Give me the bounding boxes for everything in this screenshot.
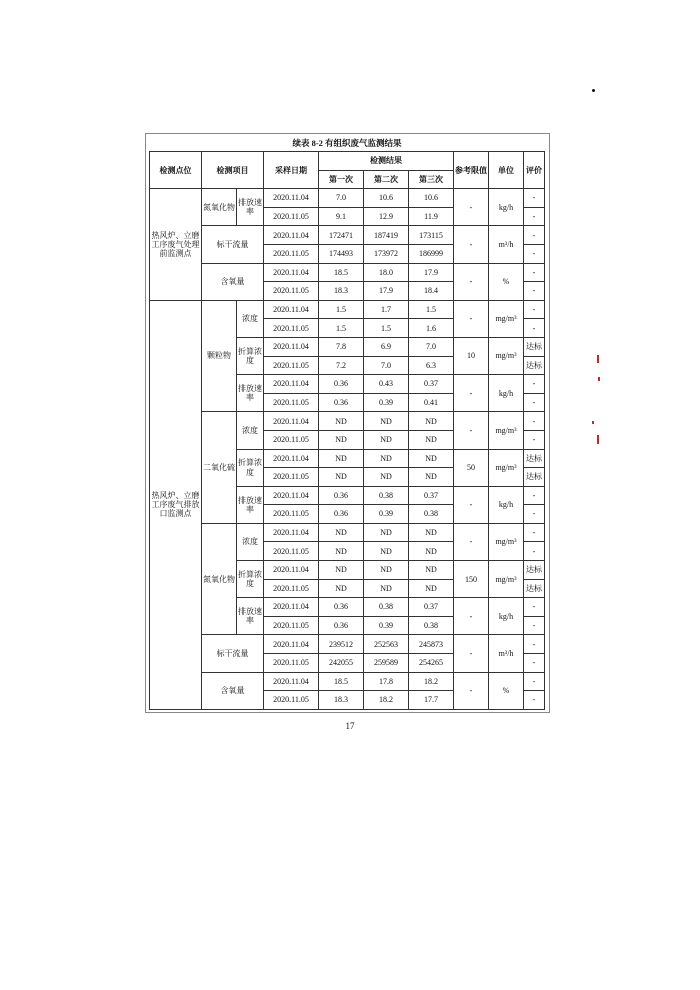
eval-cell: -	[524, 486, 545, 505]
table-row	[150, 189, 545, 208]
value-cell: 0.38	[364, 598, 409, 617]
value-cell: 0.36	[319, 486, 364, 505]
unit-cell: kg/h	[489, 189, 524, 226]
unit-cell: kg/h	[489, 598, 524, 635]
eval-cell: 达标	[524, 468, 545, 487]
eval-cell: -	[524, 319, 545, 338]
date-cell: 2020.11.05	[264, 505, 319, 524]
eval-cell: -	[524, 226, 545, 245]
value-cell: 0.36	[319, 616, 364, 635]
eval-cell: -	[524, 635, 545, 654]
value-cell: 245873	[409, 635, 454, 654]
value-cell: ND	[409, 542, 454, 561]
date-cell: 2020.11.04	[264, 598, 319, 617]
value-cell: 174493	[319, 244, 364, 263]
table-row	[150, 300, 545, 319]
value-cell: 18.3	[319, 282, 364, 301]
document-body	[149, 137, 544, 710]
eval-cell: 达标	[524, 337, 545, 356]
table-row	[150, 635, 545, 654]
header-results: 检测结果	[319, 152, 454, 171]
value-cell: ND	[409, 430, 454, 449]
value-cell: 1.6	[409, 319, 454, 338]
table-row	[150, 412, 545, 431]
header-limit: 参考限值	[454, 152, 489, 189]
header-date: 采样日期	[264, 152, 319, 189]
date-cell: 2020.11.04	[264, 635, 319, 654]
date-cell: 2020.11.05	[264, 654, 319, 673]
value-cell: 18.0	[364, 263, 409, 282]
date-cell: 2020.11.05	[264, 319, 319, 338]
value-cell: ND	[319, 542, 364, 561]
unit-cell: m³/h	[489, 635, 524, 672]
date-cell: 2020.11.05	[264, 207, 319, 226]
date-cell: 2020.11.04	[264, 337, 319, 356]
date-cell: 2020.11.04	[264, 226, 319, 245]
value-cell: 0.37	[409, 598, 454, 617]
value-cell: 18.5	[319, 672, 364, 691]
eval-cell: -	[524, 244, 545, 263]
limit-cell: -	[454, 635, 489, 672]
limit-cell: -	[454, 375, 489, 412]
eval-cell: -	[524, 207, 545, 226]
item-conv-conc: 折算浓度	[237, 449, 264, 486]
header-row	[150, 152, 545, 171]
value-cell: 0.37	[409, 486, 454, 505]
value-cell: 6.9	[364, 337, 409, 356]
eval-cell: -	[524, 542, 545, 561]
value-cell: 1.5	[319, 300, 364, 319]
value-cell: 0.36	[319, 598, 364, 617]
value-cell: 0.41	[409, 393, 454, 412]
eval-cell: -	[524, 300, 545, 319]
eval-cell: -	[524, 393, 545, 412]
eval-cell: -	[524, 616, 545, 635]
table-row	[150, 263, 545, 282]
unit-cell: mg/m³	[489, 337, 524, 374]
value-cell: 17.8	[364, 672, 409, 691]
table-row	[150, 523, 545, 542]
value-cell: ND	[319, 468, 364, 487]
location-outlet: 热风炉、立磨工序废气排放口监测点	[150, 300, 202, 709]
value-cell: 10.6	[364, 189, 409, 208]
value-cell: ND	[409, 449, 454, 468]
unit-cell: mg/m³	[489, 561, 524, 598]
date-cell: 2020.11.04	[264, 300, 319, 319]
item-rate: 排放速率	[237, 189, 264, 226]
date-cell: 2020.11.04	[264, 523, 319, 542]
value-cell: ND	[364, 579, 409, 598]
item-nox: 氮氧化物	[202, 189, 237, 226]
unit-cell: mg/m³	[489, 449, 524, 486]
value-cell: 7.0	[364, 356, 409, 375]
red-mark	[592, 421, 594, 424]
value-cell: 173972	[364, 244, 409, 263]
value-cell: 0.39	[364, 616, 409, 635]
date-cell: 2020.11.05	[264, 468, 319, 487]
date-cell: 2020.11.04	[264, 486, 319, 505]
date-cell: 2020.11.05	[264, 356, 319, 375]
value-cell: 10.6	[409, 189, 454, 208]
location-inlet: 热风炉、立磨工序废气处理前监测点	[150, 189, 202, 301]
eval-cell: -	[524, 505, 545, 524]
value-cell: ND	[319, 579, 364, 598]
page-number: 17	[345, 721, 355, 731]
value-cell: 0.39	[364, 393, 409, 412]
value-cell: 17.7	[409, 691, 454, 710]
date-cell: 2020.11.04	[264, 449, 319, 468]
eval-cell: -	[524, 598, 545, 617]
stray-dot	[592, 89, 595, 92]
item-conv-conc: 折算浓度	[237, 561, 264, 598]
value-cell: ND	[409, 468, 454, 487]
eval-cell: 达标	[524, 356, 545, 375]
eval-cell: -	[524, 430, 545, 449]
eval-cell: -	[524, 263, 545, 282]
value-cell: 242055	[319, 654, 364, 673]
item-conc: 浓度	[237, 523, 264, 560]
eval-cell: -	[524, 189, 545, 208]
eval-cell: 达标	[524, 561, 545, 580]
unit-cell: kg/h	[489, 375, 524, 412]
value-cell: 173115	[409, 226, 454, 245]
value-cell: 0.37	[409, 375, 454, 394]
eval-cell: -	[524, 654, 545, 673]
item-oxygen: 含氧量	[202, 672, 264, 709]
monitoring-results-table	[149, 137, 545, 710]
date-cell: 2020.11.05	[264, 691, 319, 710]
limit-cell: -	[454, 598, 489, 635]
value-cell: 6.3	[409, 356, 454, 375]
value-cell: 0.36	[319, 375, 364, 394]
table-caption-row	[150, 137, 545, 152]
header-first: 第一次	[319, 170, 364, 189]
limit-cell: -	[454, 263, 489, 300]
limit-cell: 150	[454, 561, 489, 598]
value-cell: 252563	[364, 635, 409, 654]
value-cell: 18.2	[409, 672, 454, 691]
value-cell: 11.9	[409, 207, 454, 226]
date-cell: 2020.11.04	[264, 263, 319, 282]
value-cell: ND	[319, 523, 364, 542]
value-cell: ND	[364, 468, 409, 487]
date-cell: 2020.11.04	[264, 189, 319, 208]
date-cell: 2020.11.05	[264, 393, 319, 412]
value-cell: ND	[319, 430, 364, 449]
value-cell: 172471	[319, 226, 364, 245]
limit-cell: 50	[454, 449, 489, 486]
value-cell: 186999	[409, 244, 454, 263]
limit-cell: -	[454, 672, 489, 709]
item-flow: 标干流量	[202, 635, 264, 672]
eval-cell: -	[524, 672, 545, 691]
limit-cell: -	[454, 226, 489, 263]
value-cell: 0.38	[409, 505, 454, 524]
unit-cell: mg/m³	[489, 300, 524, 337]
date-cell: 2020.11.05	[264, 616, 319, 635]
value-cell: ND	[364, 523, 409, 542]
value-cell: ND	[409, 561, 454, 580]
item-nox: 氮氧化物	[202, 523, 237, 635]
eval-cell: 达标	[524, 579, 545, 598]
table-row	[150, 226, 545, 245]
value-cell: 17.9	[409, 263, 454, 282]
value-cell: 7.2	[319, 356, 364, 375]
value-cell: 7.8	[319, 337, 364, 356]
value-cell: 18.2	[364, 691, 409, 710]
value-cell: ND	[319, 561, 364, 580]
limit-cell: -	[454, 486, 489, 523]
value-cell: 1.5	[409, 300, 454, 319]
limit-cell: -	[454, 523, 489, 560]
item-rate: 排放速率	[237, 486, 264, 523]
value-cell: 7.0	[409, 337, 454, 356]
value-cell: ND	[364, 449, 409, 468]
value-cell: 1.7	[364, 300, 409, 319]
eval-cell: -	[524, 523, 545, 542]
header-eval: 评价	[524, 152, 545, 189]
value-cell: ND	[319, 412, 364, 431]
unit-cell: m³/h	[489, 226, 524, 263]
limit-cell: -	[454, 300, 489, 337]
value-cell: 17.9	[364, 282, 409, 301]
value-cell: ND	[409, 579, 454, 598]
header-third: 第三次	[409, 170, 454, 189]
value-cell: 254265	[409, 654, 454, 673]
value-cell: 18.5	[319, 263, 364, 282]
value-cell: 259589	[364, 654, 409, 673]
unit-cell: mg/m³	[489, 523, 524, 560]
header-unit: 单位	[489, 152, 524, 189]
value-cell: 187419	[364, 226, 409, 245]
value-cell: 239512	[319, 635, 364, 654]
item-conv-conc: 折算浓度	[237, 337, 264, 374]
date-cell: 2020.11.05	[264, 430, 319, 449]
red-mark	[597, 355, 599, 363]
value-cell: 9.1	[319, 207, 364, 226]
value-cell: ND	[364, 412, 409, 431]
value-cell: 0.43	[364, 375, 409, 394]
item-conc: 浓度	[237, 412, 264, 449]
value-cell: ND	[364, 542, 409, 561]
date-cell: 2020.11.04	[264, 412, 319, 431]
value-cell: 18.4	[409, 282, 454, 301]
header-item: 检测项目	[202, 152, 264, 189]
table-caption: 续表 8-2 有组织废气监测结果	[150, 137, 545, 152]
value-cell: 0.36	[319, 393, 364, 412]
value-cell: 0.36	[319, 505, 364, 524]
limit-cell: -	[454, 412, 489, 449]
value-cell: ND	[409, 412, 454, 431]
item-rate: 排放速率	[237, 375, 264, 412]
eval-cell: -	[524, 412, 545, 431]
value-cell: ND	[319, 449, 364, 468]
value-cell: ND	[364, 430, 409, 449]
unit-cell: %	[489, 263, 524, 300]
eval-cell: 达标	[524, 449, 545, 468]
date-cell: 2020.11.05	[264, 282, 319, 301]
value-cell: 7.0	[319, 189, 364, 208]
date-cell: 2020.11.05	[264, 579, 319, 598]
value-cell: 1.5	[319, 319, 364, 338]
eval-cell: -	[524, 375, 545, 394]
value-cell: 1.5	[364, 319, 409, 338]
eval-cell: -	[524, 282, 545, 301]
date-cell: 2020.11.04	[264, 375, 319, 394]
header-second: 第二次	[364, 170, 409, 189]
unit-cell: mg/m³	[489, 412, 524, 449]
date-cell: 2020.11.05	[264, 542, 319, 561]
date-cell: 2020.11.04	[264, 672, 319, 691]
eval-cell: -	[524, 691, 545, 710]
item-flow: 标干流量	[202, 226, 264, 263]
red-mark	[597, 435, 599, 444]
value-cell: 0.38	[364, 486, 409, 505]
unit-cell: kg/h	[489, 486, 524, 523]
limit-cell: -	[454, 189, 489, 226]
value-cell: 0.38	[409, 616, 454, 635]
red-mark	[598, 377, 600, 381]
date-cell: 2020.11.05	[264, 244, 319, 263]
item-rate: 排放速率	[237, 598, 264, 635]
item-pm: 颗粒物	[202, 300, 237, 412]
value-cell: 12.9	[364, 207, 409, 226]
item-so2: 二氧化硫	[202, 412, 237, 524]
value-cell: ND	[364, 561, 409, 580]
limit-cell: 10	[454, 337, 489, 374]
item-oxygen: 含氧量	[202, 263, 264, 300]
table-row	[150, 672, 545, 691]
date-cell: 2020.11.04	[264, 561, 319, 580]
value-cell: ND	[409, 523, 454, 542]
header-location: 检测点位	[150, 152, 202, 189]
unit-cell: %	[489, 672, 524, 709]
item-conc: 浓度	[237, 300, 264, 337]
value-cell: 0.39	[364, 505, 409, 524]
value-cell: 18.3	[319, 691, 364, 710]
